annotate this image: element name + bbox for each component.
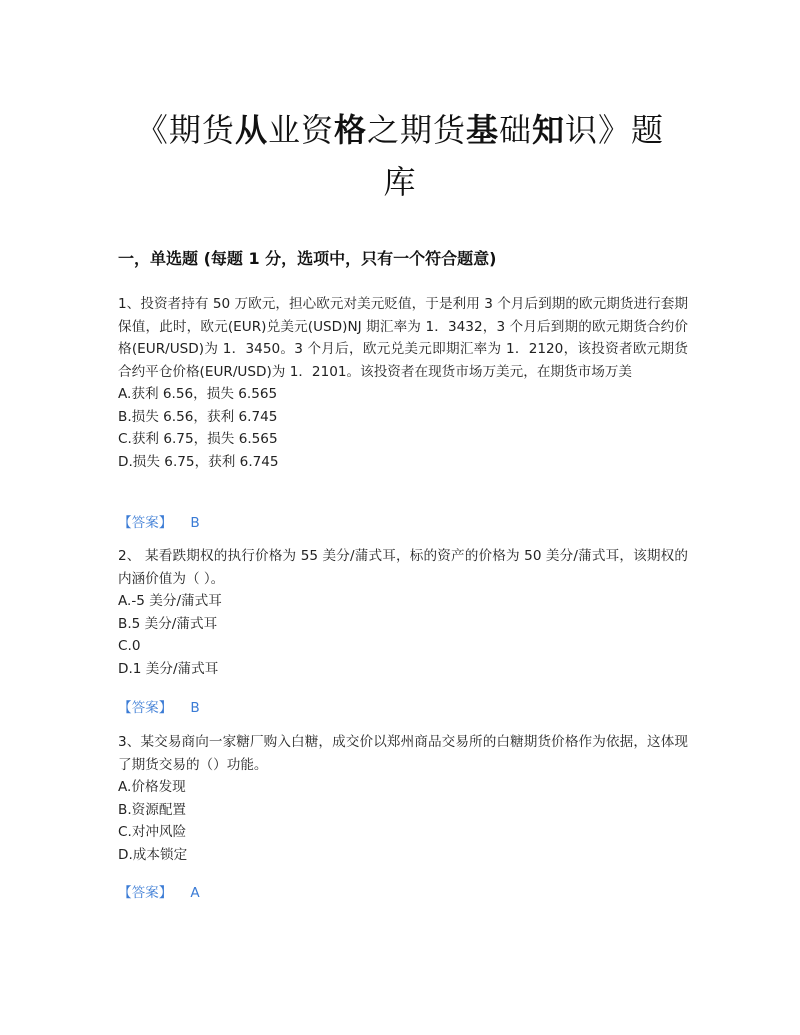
title-segment: 础 bbox=[499, 111, 533, 149]
question-stem: 2、 某看跌期权的执行价格为 55 美分/蒲式耳，标的资产的价格为 50 美分/蒲式耳，该期权的内涵价值为（ ）。 bbox=[118, 548, 688, 587]
answer-value: B bbox=[190, 515, 200, 531]
answer-2 bbox=[118, 696, 200, 716]
title-line-2: 库 bbox=[383, 163, 417, 201]
question-2 bbox=[118, 545, 688, 680]
title-segment: 格 bbox=[333, 111, 367, 149]
option-a: A.获利 6.56，损失 6.565 bbox=[118, 386, 278, 402]
question-3 bbox=[118, 731, 688, 866]
title-segment: 从 bbox=[234, 111, 268, 149]
option-c: C.获利 6.75，损失 6.565 bbox=[118, 431, 278, 447]
title-line-1 bbox=[110, 104, 690, 156]
page-title bbox=[110, 104, 690, 208]
title-segment: 基 bbox=[466, 111, 500, 149]
title-segment: 《期货 bbox=[135, 111, 235, 149]
option-b: B.5 美分/蒲式耳 bbox=[118, 615, 218, 632]
answer-value: B bbox=[190, 700, 200, 716]
title-segment: 识》题 bbox=[565, 111, 665, 149]
option-c: C.对冲风险 bbox=[118, 824, 187, 840]
answer-label: 【答案】 bbox=[118, 885, 173, 901]
answer-1 bbox=[118, 511, 200, 531]
option-d: D.成本锁定 bbox=[118, 846, 188, 863]
option-b: B.资源配置 bbox=[118, 801, 187, 818]
section-heading: 一，单选题 (每题 1 分，选项中，只有一个符合题意) bbox=[118, 249, 497, 268]
answer-value: A bbox=[190, 885, 200, 901]
title-segment: 业资 bbox=[267, 111, 334, 149]
answer-label: 【答案】 bbox=[118, 700, 173, 716]
option-a: A.-5 美分/蒲式耳 bbox=[118, 593, 222, 609]
question-stem: 1、投资者持有 50 万欧元，担心欧元对美元贬值，于是利用 3 个月后到期的欧元期货进行套期保值，此时，欧元(EUR)兑美元(USD)NJ 期汇率为 1．3432，3 个月后到期的欧元期货合约价格(EUR/USD)为 1．3450。3 个月后，欧元兑美元即期汇率为 1．2120，该投资者欧元期货合约平仓价格(EUR/USD)为 1．2101。该投资者在现货市场万美元，在期货市场万美 bbox=[118, 296, 688, 380]
option-a: A.价格发现 bbox=[118, 779, 186, 795]
option-d: D.损失 6.75，获利 6.745 bbox=[118, 453, 279, 470]
answer-label: 【答案】 bbox=[118, 515, 173, 531]
title-segment: 知 bbox=[532, 111, 566, 149]
question-stem: 3、某交易商向一家糖厂购入白糖，成交价以郑州商品交易所的白糖期货价格作为依据，这体现了期货交易的（）功能。 bbox=[118, 734, 688, 773]
option-c: C.0 bbox=[118, 638, 141, 654]
answer-3 bbox=[118, 881, 200, 901]
option-b: B.损失 6.56，获利 6.745 bbox=[118, 408, 278, 425]
option-d: D.1 美分/蒲式耳 bbox=[118, 660, 219, 677]
question-1 bbox=[118, 293, 688, 473]
title-segment: 之期货 bbox=[366, 111, 466, 149]
